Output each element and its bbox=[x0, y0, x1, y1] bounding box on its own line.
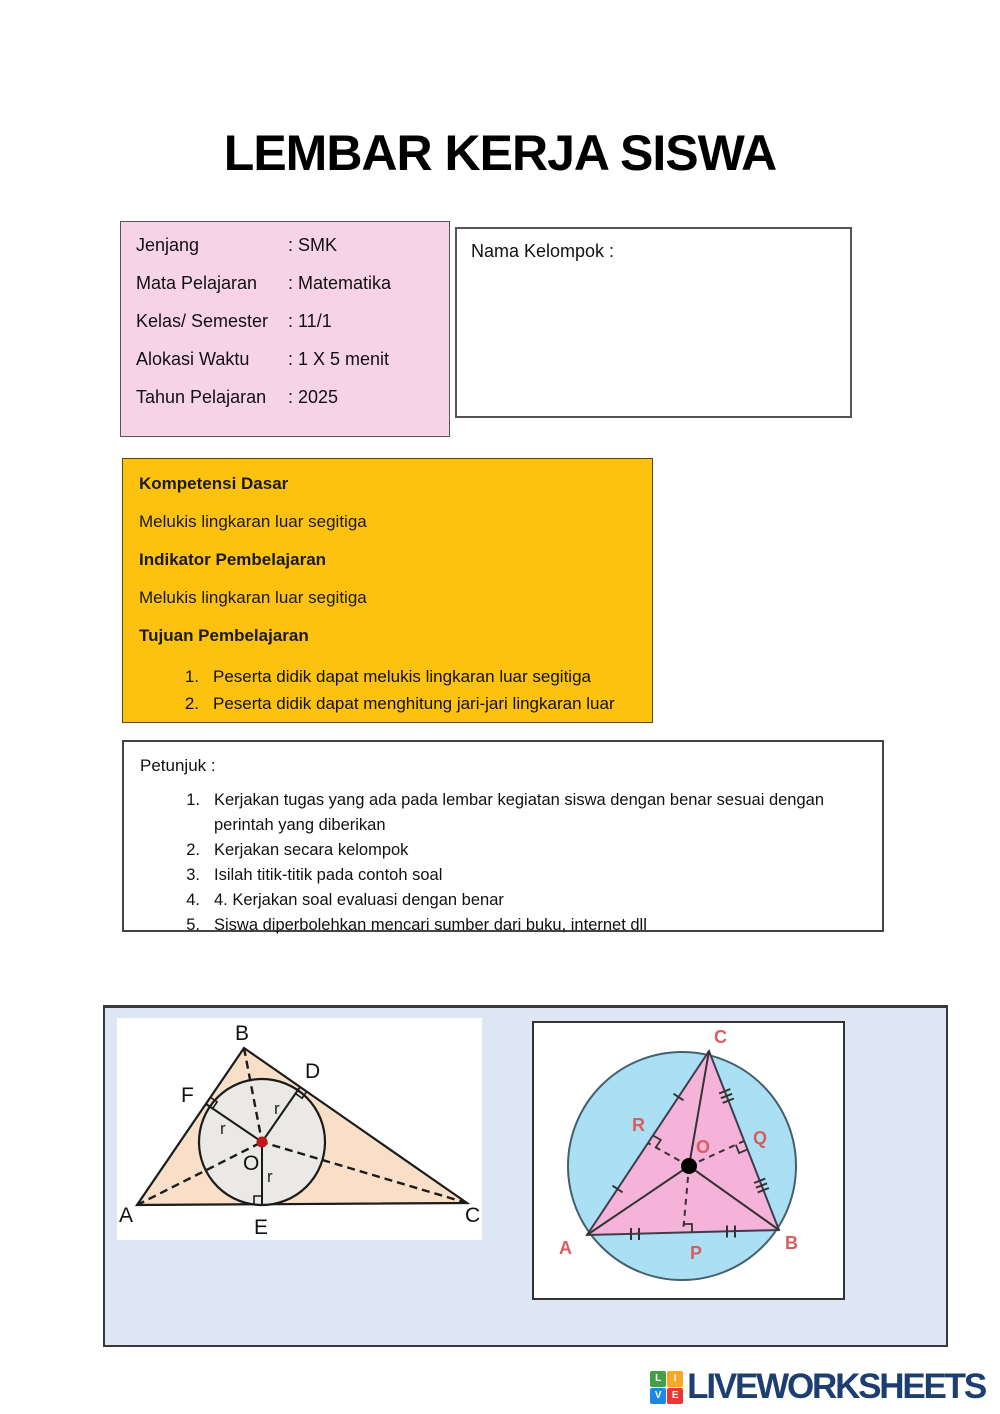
item-number: 1. bbox=[186, 791, 200, 809]
incenter-dot bbox=[257, 1137, 268, 1148]
info-value: : 1 X 5 menit bbox=[288, 349, 390, 369]
logo-cell-e: E bbox=[667, 1388, 683, 1404]
label-e: E bbox=[254, 1216, 269, 1239]
label-r3: r bbox=[267, 1167, 273, 1186]
list-item bbox=[172, 838, 868, 863]
label-a: A bbox=[559, 1238, 572, 1258]
kompetensi-dasar-text: Melukis lingkaran luar segitiga bbox=[139, 512, 367, 531]
list-item bbox=[171, 690, 638, 717]
info-row-alokasi-waktu bbox=[136, 348, 449, 371]
label-c: C bbox=[714, 1027, 727, 1047]
info-value: : 11/1 bbox=[288, 311, 332, 331]
label-a: A bbox=[119, 1204, 134, 1227]
info-row-tahun-pelajaran bbox=[136, 386, 449, 409]
petunjuk-list bbox=[140, 788, 868, 938]
item-number: 4. bbox=[186, 891, 200, 909]
list-item bbox=[172, 863, 868, 888]
info-label: Jenjang bbox=[136, 235, 200, 255]
kompetensi-box bbox=[122, 458, 653, 723]
label-r: R bbox=[632, 1115, 645, 1135]
incircle-figure bbox=[117, 1018, 482, 1240]
item-text: Kerjakan tugas yang ada pada lembar kegiatan siswa dengan benar sesuai dengan perintah yang diberikan bbox=[214, 791, 825, 834]
kompetensi-dasar-heading: Kompetensi Dasar bbox=[139, 474, 289, 493]
info-row-kelas-semester bbox=[136, 310, 449, 333]
item-number: 3. bbox=[186, 866, 200, 884]
list-item bbox=[171, 663, 638, 690]
list-item bbox=[172, 788, 868, 838]
group-name-label: Nama Kelompok : bbox=[471, 241, 615, 261]
circumcenter-dot bbox=[681, 1158, 697, 1174]
info-row-mata-pelajaran bbox=[136, 272, 449, 295]
item-text: Peserta didik dapat menghitung jari-jari lingkaran luar bbox=[213, 694, 615, 713]
petunjuk-heading: Petunjuk : bbox=[140, 756, 216, 775]
tujuan-list bbox=[139, 663, 638, 717]
label-r2: r bbox=[274, 1099, 280, 1118]
info-label: Mata Pelajaran bbox=[136, 273, 258, 293]
label-r1: r bbox=[220, 1119, 226, 1138]
info-label: Tahun Pelajaran bbox=[136, 387, 267, 407]
incircle-svg bbox=[117, 1018, 482, 1240]
item-text: Kerjakan secara kelompok bbox=[214, 841, 409, 859]
brand-wordmark: LIVEWORKSHEETS bbox=[687, 1367, 985, 1406]
group-name-box[interactable] bbox=[455, 227, 852, 418]
figures-panel bbox=[103, 1005, 948, 1347]
liveworksheets-logo-icon bbox=[650, 1371, 683, 1404]
page-title: LEMBAR KERJA SISWA bbox=[223, 125, 777, 181]
list-item bbox=[172, 888, 868, 913]
label-b: B bbox=[785, 1233, 798, 1253]
item-number: 2. bbox=[186, 841, 200, 859]
item-number: 5. bbox=[186, 916, 200, 934]
tujuan-heading: Tujuan Pembelajaran bbox=[139, 626, 309, 645]
item-number: 1. bbox=[184, 667, 199, 686]
logo-cell-l: L bbox=[650, 1371, 666, 1387]
label-d: D bbox=[305, 1060, 321, 1083]
identity-box bbox=[120, 221, 450, 437]
logo-cell-i: I bbox=[667, 1371, 683, 1387]
liveworksheets-footer bbox=[650, 1367, 985, 1407]
info-label: Alokasi Waktu bbox=[136, 349, 250, 369]
item-text: Siswa diperbolehkan mencari sumber dari buku, internet dll bbox=[214, 916, 647, 934]
item-number: 2. bbox=[184, 694, 199, 713]
indikator-text: Melukis lingkaran luar segitiga bbox=[139, 588, 367, 607]
indikator-heading: Indikator Pembelajaran bbox=[139, 550, 327, 569]
circumcircle-svg bbox=[534, 1023, 843, 1298]
info-row-jenjang bbox=[136, 234, 449, 257]
label-p: P bbox=[690, 1243, 703, 1263]
label-q: Q bbox=[753, 1128, 768, 1148]
list-item bbox=[172, 913, 868, 938]
info-label: Kelas/ Semester bbox=[136, 311, 269, 331]
info-value: : SMK bbox=[288, 235, 338, 255]
petunjuk-box bbox=[122, 740, 884, 932]
label-o: O bbox=[696, 1137, 711, 1157]
item-text: Isilah titik-titik pada contoh soal bbox=[214, 866, 443, 884]
item-text: 4. Kerjakan soal evaluasi dengan benar bbox=[214, 891, 504, 909]
info-value: : 2025 bbox=[288, 387, 339, 407]
label-f: F bbox=[181, 1084, 194, 1107]
label-c: C bbox=[465, 1204, 481, 1227]
item-text: Peserta didik dapat melukis lingkaran luar segitiga bbox=[213, 667, 591, 686]
label-o: O bbox=[243, 1152, 260, 1175]
logo-cell-v: V bbox=[650, 1388, 666, 1404]
label-b: B bbox=[235, 1022, 250, 1045]
info-value: : Matematika bbox=[288, 273, 392, 293]
circumcircle-figure bbox=[532, 1021, 845, 1300]
